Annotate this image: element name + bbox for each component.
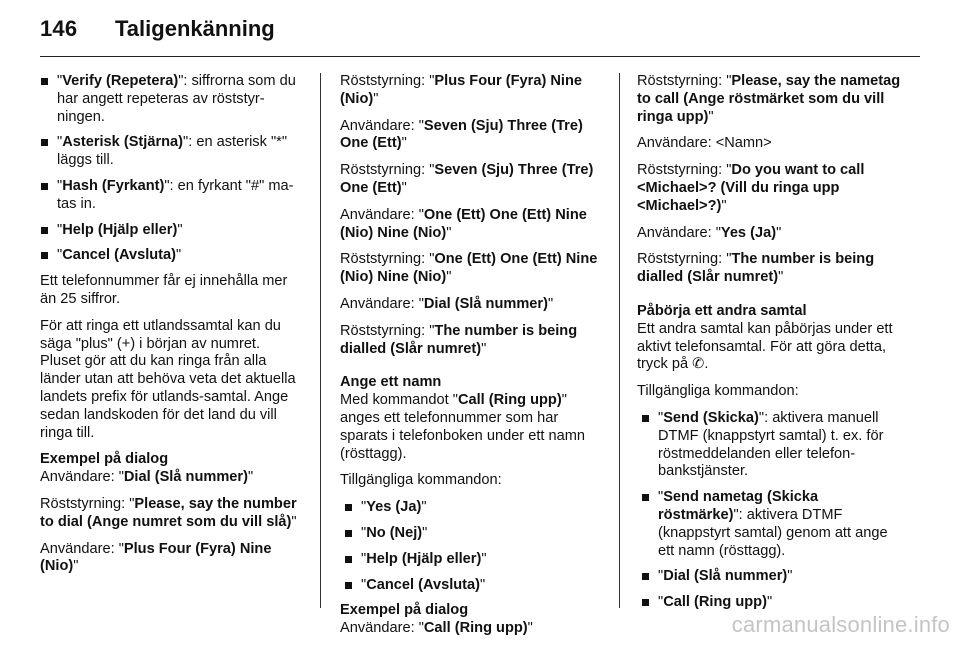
command-list (641, 410, 901, 612)
paragraph: Ett andra samtal kan påbörjas under ett aktivt telefonsamtal. För att göra detta, tryck på ✆. (637, 320, 893, 373)
dialog-line: Röststyrning: "Please, say the nametag to call (Ange röstmärket som du vill ringa upp)" (637, 73, 901, 125)
paragraph: Tillgängliga kommandon: (637, 383, 799, 400)
list-item: "Verify (Repetera)": siffrorna som du har angett repeteras av röststyr-ningen. (40, 73, 304, 126)
list-item: "Dial (Slå nummer)" (641, 568, 901, 586)
dialog-line: Användare: "Yes (Ja)" (637, 224, 782, 241)
list-item: "Help (Hjälp eller)" (344, 551, 604, 569)
page-title: Taligenkänning (115, 16, 275, 41)
dialog-line: Användare: "Dial (Slå nummer)" (340, 295, 554, 312)
dialog-line: Användare: "Plus Four (Fyra) Nine (Nio)" (40, 540, 272, 575)
list-item: "Call (Ring upp)" (641, 594, 901, 612)
dialog-line: Röststyrning: "Seven (Sju) Three (Tre) One (Ett)" (340, 162, 594, 196)
list-item: "No (Nej)" (344, 525, 604, 543)
list-item: "Send (Skicka)": aktivera manuell DTMF (knappstyrt samtal) t. ex. för röstmeddelanden eller telefon-bankstjänster. (641, 410, 901, 481)
dialog-line: Röststyrning: "Plus Four (Fyra) Nine (Nio)" (340, 73, 582, 107)
dialog-line: Användare: "Dial (Slå nummer)" (40, 469, 254, 486)
dialog-line: Röststyrning: "The number is being dialled (Slår numret)" (637, 251, 875, 286)
column-divider (619, 73, 620, 608)
dialog-line: Röststyrning: "Please, say the number to dial (Ange numret som du vill slå)" (40, 495, 297, 530)
list-item: "Hash (Fyrkant)": en fyrkant "#" ma-tas in. (40, 178, 304, 214)
column-divider (320, 73, 321, 608)
column-3 (637, 73, 901, 620)
watermark: carmanualsonline.info (731, 612, 950, 637)
column-2 (340, 73, 604, 647)
list-item: "Asterisk (Stjärna)": en asterisk "*" läggs till. (40, 134, 304, 170)
header-divider (40, 56, 920, 57)
paragraph: Ett telefonnummer får ej innehålla mer än 25 siffror. (40, 273, 288, 307)
section-heading: Exempel på dialog (40, 451, 169, 468)
section-heading: Påbörja ett andra samtal (637, 302, 807, 319)
list-item: "Yes (Ja)" (344, 499, 604, 517)
dialog-line: Användare: "Seven (Sju) Three (Tre) One (Ett)" (340, 117, 583, 152)
page-number: 146 (40, 16, 78, 41)
list-item: "Cancel (Avsluta)" (344, 577, 604, 595)
command-list (40, 73, 304, 265)
dialog-line: Röststyrning: "One (Ett) One (Ett) Nine (Nio) Nine (Nio)" (340, 251, 598, 286)
column-1 (40, 73, 304, 585)
paragraph: Med kommandot "Call (Ring upp)" anges ett telefonnummer som har sparats i telefonboken under ett namn (rösttagg). (340, 392, 586, 462)
dialog-line: Användare: "Call (Ring upp)" (340, 620, 533, 637)
section-heading: Exempel på dialog (340, 602, 469, 619)
dialog-line: Användare: <Namn> (637, 135, 772, 152)
dialog-line: Röststyrning: "The number is being dialled (Slår numret)" (340, 322, 578, 357)
dialog-line: Röststyrning: "Do you want to call <Michael>? (Vill du ringa upp <Michael>?)" (637, 162, 865, 214)
paragraph: För att ringa ett utlandssamtal kan du säga "plus" (+) i början av numret. Pluset gör att du kan ringa från alla länder utan att behöva veta det aktuella landets prefix för utlands-samtal. Ange sedan landskoden för det land du vill ringa till. (40, 317, 296, 441)
dialog-line: Användare: "One (Ett) One (Ett) Nine (Nio) Nine (Nio)" (340, 206, 587, 241)
list-item: "Help (Hjälp eller)" (40, 222, 304, 240)
command-list (344, 499, 604, 594)
list-item: "Send nametag (Skicka röstmärke)": aktivera DTMF (knappstyrt samtal) genom att ange ett namn (rösttagg). (641, 489, 901, 560)
list-item: "Cancel (Avsluta)" (40, 247, 304, 265)
section-heading: Ange ett namn (340, 374, 442, 391)
paragraph: Tillgängliga kommandon: (340, 472, 502, 489)
phone-icon: ✆ (692, 356, 705, 373)
